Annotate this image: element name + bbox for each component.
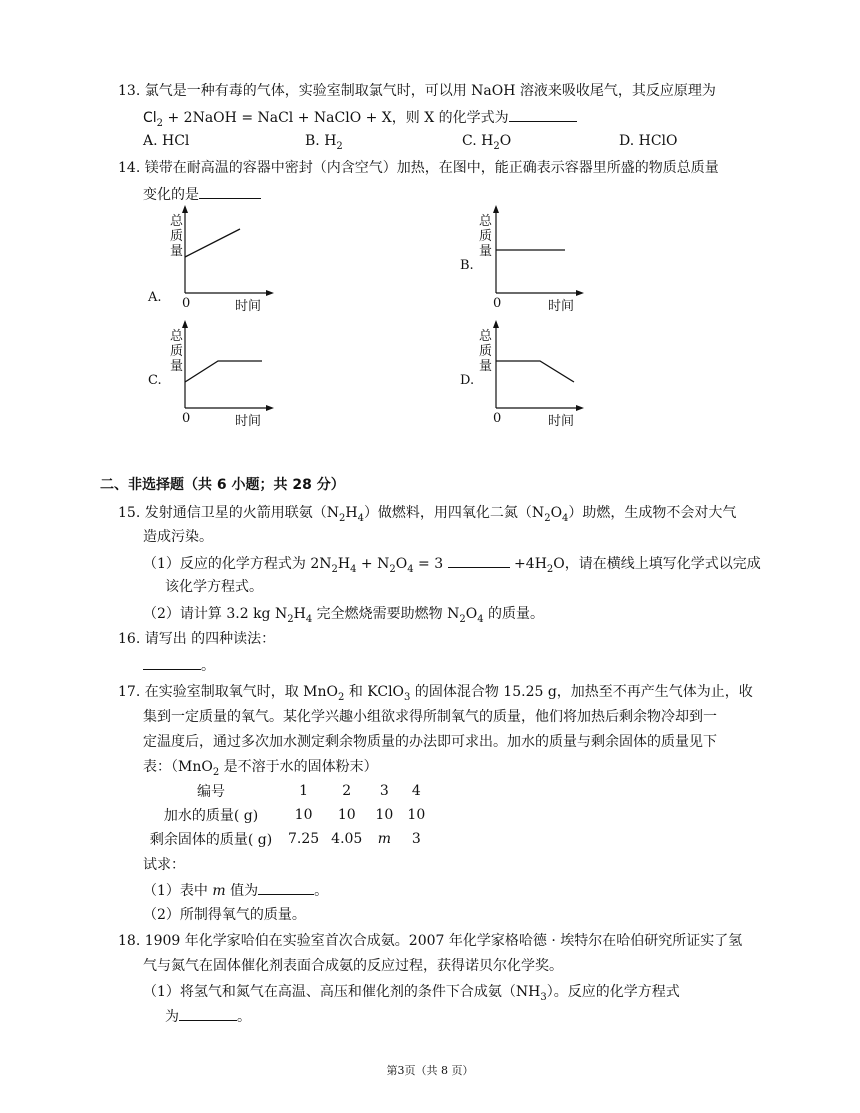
graph-d-x-arrow <box>576 405 584 411</box>
graph-a-label: A. <box>148 290 162 305</box>
graph-c-y-arrow <box>182 320 188 328</box>
graph-d-xlabel: 时间 <box>548 414 575 429</box>
q18-part1-line2: 为 。 <box>165 1006 251 1027</box>
q15-line2: 造成污染。 <box>143 529 213 545</box>
q17-part2: （2）所制得氧气的质量。 <box>143 907 306 923</box>
graph-c-ylabel-1: 总 <box>170 329 184 344</box>
graph-b-ylabel-3: 量 <box>479 244 493 259</box>
q13-line1: 13. 氯气是一种有毒的气体，实验室制取氯气时，可以用 NaOH 溶液来吸收尾气，其反应原理为 <box>118 83 716 99</box>
q13-option-a[interactable]: A. HCl <box>143 133 190 149</box>
graph-d-ylabel-2: 质 <box>479 344 493 359</box>
table-cell: 3 <box>411 831 421 847</box>
graph-b-ylabel-2: 质 <box>479 229 493 244</box>
table-header-cell: 3 <box>379 783 389 799</box>
graph-a-curve <box>185 229 240 257</box>
graph-b-ylabel-1: 总 <box>479 214 493 229</box>
graph-a-y-arrow <box>182 205 188 213</box>
graph-c-ylabel-3: 量 <box>170 359 184 374</box>
q14-line1: 14. 镁带在耐高温的容器中密封（内含空气）加热，在图中，能正确表示容器里所盛的物质总质量 <box>118 160 719 176</box>
table-cell: 7.25 <box>288 831 320 847</box>
q18-line1: 18. 1909 年化学家哈伯在实验室首次合成氨。2007 年化学家格哈德 · 埃特尔在哈伯研究所证实了氢 <box>118 933 743 949</box>
graph-c[interactable] <box>140 320 280 434</box>
graph-a-ylabel-1: 总 <box>170 214 184 229</box>
q13-option-c[interactable]: C. $H_2O$ <box>462 133 512 152</box>
q15-line1: 15. 发射通信卫星的火箭用联氨$(N_2H_4)$做燃料，用四氧化二氮$(N_2O_4)$助燃，生成物不会对大气 <box>118 505 737 524</box>
q14-answer-blank[interactable] <box>199 184 261 199</box>
graph-a[interactable] <box>140 205 280 319</box>
q13-answer-blank[interactable] <box>509 107 577 122</box>
q13-option-b[interactable]: B. $H_2$ <box>305 133 343 152</box>
graph-c-label: C. <box>148 373 162 388</box>
table-header-row <box>140 779 432 803</box>
graph-d-y-arrow <box>493 320 499 328</box>
graph-d-ylabel-3: 量 <box>479 359 493 374</box>
q17-line1: 17. 在实验室制取氧气时，取 MnO$_2$ 和 KClO$_3$ 的固体混合物 15.25 g，加热至不再产生气体为止，收 <box>118 684 753 703</box>
graph-b-y-arrow <box>493 205 499 213</box>
q17-data-table <box>140 779 432 851</box>
table-cell: 10 <box>294 807 313 823</box>
q17-ask: 试求： <box>143 857 185 873</box>
graph-d[interactable] <box>452 320 592 434</box>
table-cell: 10 <box>407 807 426 823</box>
graph-c-ylabel-2: 质 <box>170 344 184 359</box>
graph-c-xlabel: 时间 <box>235 414 262 429</box>
q17-line2: 集到一定质量的氧气。某化学兴趣小组欲求得所制氧气的质量，他们将加热后剩余物冷却到一 <box>143 709 717 725</box>
graph-a-ylabel-2: 质 <box>170 229 184 244</box>
q15-answer-blank[interactable] <box>448 553 510 568</box>
graph-d-ylabel-1: 总 <box>479 329 493 344</box>
q17-line4: 表：（MnO$_2$ 是不溶于水的固体粉末） <box>143 759 378 778</box>
table-header-cell: 编号 <box>197 784 225 800</box>
q18-part1: （1）将氢气和氮气在高温、高压和催化剂的条件下合成氨$(NH_3)$。反应的化学方程式 <box>143 984 680 1003</box>
graph-c-origin: 0 <box>182 411 191 426</box>
graph-d-origin: 0 <box>493 411 502 426</box>
graph-d-curve <box>496 361 574 382</box>
q16-line2: 。 <box>143 655 215 676</box>
q17-part1: （1）表中 m 值为 。 <box>143 880 328 901</box>
table-header-cell: 1 <box>299 783 309 799</box>
q17-line3: 定温度后，通过多次加水测定剩余物质量的办法即可求出。加水的质量与剩余固体的质量见下 <box>143 734 717 750</box>
q13-option-d[interactable]: D. HClO <box>619 133 678 149</box>
graph-b-x-arrow <box>576 290 584 296</box>
q18-answer-blank[interactable] <box>179 1006 237 1021</box>
page-footer: 第3页（共 8 页） <box>386 1064 474 1077</box>
graph-a-xlabel: 时间 <box>235 299 262 314</box>
graph-d-label: D. <box>460 373 475 388</box>
q15-part1-line2: 该化学方程式。 <box>165 579 263 595</box>
q18-line2: 气与氮气在固体催化剂表面合成氨的反应过程，获得诺贝尔化学奖。 <box>143 958 563 974</box>
table-cell: 10 <box>337 807 356 823</box>
section-2-title: 二、非选择题（共 6 小题；共 28 分） <box>100 477 345 493</box>
table-header-cell: 4 <box>411 783 421 799</box>
q16-line1: 16. 请写出 的四种读法： <box>118 631 276 647</box>
graph-c-x-arrow <box>266 405 274 411</box>
graph-a-origin: 0 <box>182 296 191 311</box>
q17-answer-blank[interactable] <box>258 880 314 895</box>
table-cell: 加水的质量( g) <box>163 808 259 824</box>
graph-c-curve <box>185 361 262 382</box>
graph-a-x-arrow <box>266 290 274 296</box>
graph-b[interactable] <box>452 205 592 319</box>
graph-b-xlabel: 时间 <box>548 299 575 314</box>
table-row <box>140 803 432 827</box>
table-cell: 剩余固体的质量( g) <box>149 832 273 848</box>
table-row <box>140 827 432 851</box>
graph-a-ylabel-3: 量 <box>170 244 184 259</box>
q16-answer-blank[interactable] <box>143 655 201 670</box>
q15-part2: （2）请计算 3.2 kg $N_2H_4$ 完全燃烧需要助燃物 $N_2O_4$ 的质量。 <box>143 606 545 625</box>
table-cell: 10 <box>375 807 394 823</box>
table-header-cell: 2 <box>342 783 352 799</box>
table-cell: 4.05 <box>331 831 363 847</box>
graph-b-label: B. <box>460 258 474 273</box>
q14-line2: 变化的是 <box>143 184 261 205</box>
table-cell: m <box>377 831 391 847</box>
q13-equation: $Cl_2$ + 2NaOH = NaCl + NaClO + X，则 X 的化学式为 <box>143 107 577 134</box>
graph-b-origin: 0 <box>493 296 502 311</box>
q15-part1: （1）反应的化学方程式为 $2N_2H_4 + N_2O_4 = 3 +4H_2O$，请在横线上填写化学式以完成 <box>143 553 761 580</box>
